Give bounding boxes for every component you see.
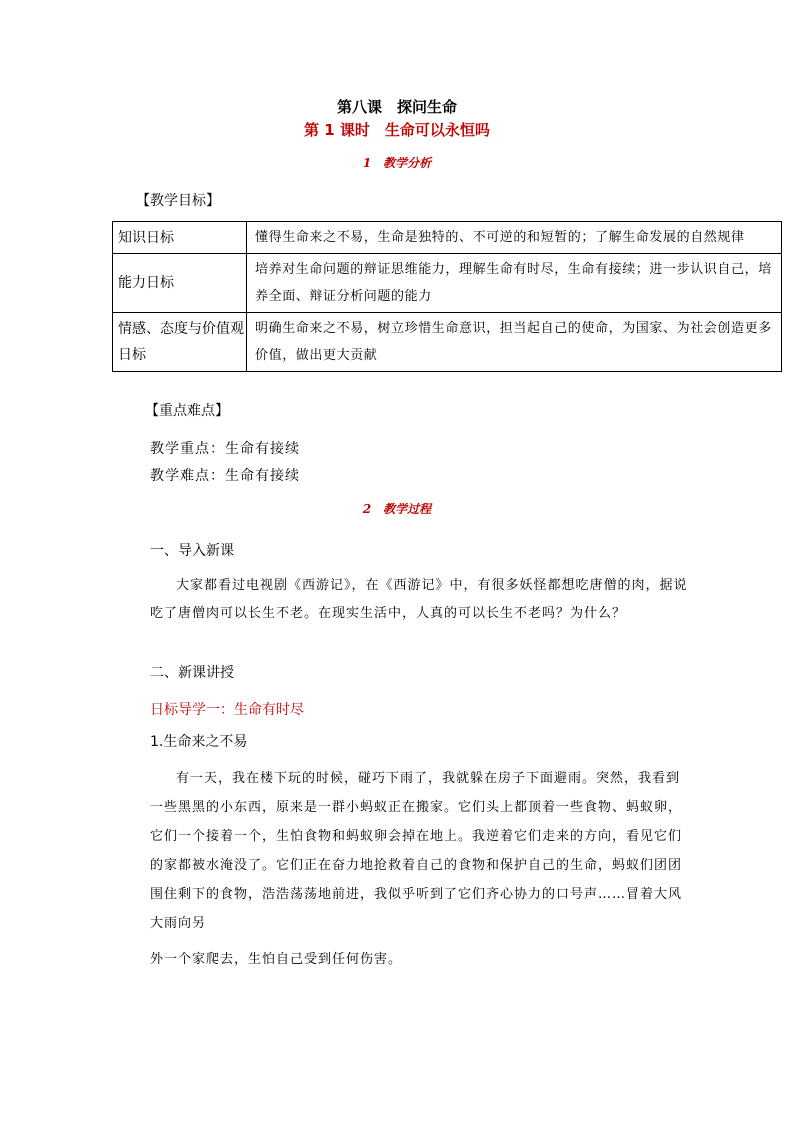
- teaching-focus: 教学重点：生命有接续: [150, 441, 300, 457]
- story-paragraph: [150, 764, 690, 974]
- table-row: [113, 222, 782, 254]
- goal-content: 明确生命来之不易，树立珍惜生命意识，担当起自己的使命，为国家、为社会创造更多价值，做出更大贡献: [247, 313, 782, 372]
- section-title-analysis: 1 教学分析: [362, 156, 432, 170]
- teaching-goals-heading: 【教学目标】: [136, 193, 220, 209]
- goal-content: 懂得生命来之不易，生命是独特的、不可逆的和短暂的；了解生命发展的自然规律: [247, 222, 782, 254]
- goal-label: 能力日标: [113, 254, 247, 313]
- intro-heading: 一、导入新课: [150, 543, 234, 559]
- intro-paragraph: 大家都看过电视剧《西游记》，在《西游记》中，有很多妖怪都想吃唐僧的肉，据说吃了唐僧肉可以长生不老。在现实生活中，人真的可以长生不老吗？为什么？: [150, 578, 688, 621]
- story-text: 有一天，我在楼下玩的时候，碰巧下雨了，我就躲在房子下面避雨。突然，我看到一些黑黑的小东西，原来是一群小蚂蚁正在搬家。它们头上都顶着一些食物、蚂蚁卵，它们一个接着一个，生怕食物和蚂蚁卵会掉在地上。我逆着它们走来的方向，看见它们的家都被水淹没了。它们正在奋力地抢救着自己的食物和保护自己的生命，蚂蚁们团团围住剩下的食物，浩浩荡荡地前进，我似乎听到了它们齐心协力的口号声……冒着大风大雨向另: [150, 771, 683, 931]
- teaching-goals-table: [112, 221, 782, 372]
- goal-label: 知识日标: [113, 222, 247, 254]
- lesson-title: 第八课 探问生命: [336, 98, 457, 116]
- key-points-heading: 【重点难点】: [145, 403, 229, 419]
- table-row: [113, 313, 782, 372]
- goal-guide-heading: 日标导学一：生命有时尽: [150, 702, 304, 718]
- table-row: [113, 254, 782, 313]
- story-last-line: 外一个家爬去，生怕自己受到任何伤害。: [150, 952, 403, 967]
- period-title: 第 1 课时 生命可以永恒吗: [304, 121, 490, 139]
- new-lesson-heading: 二、新课讲授: [150, 665, 234, 681]
- teaching-difficulty: 教学难点：生命有接续: [150, 468, 300, 484]
- subsection-heading: 1.生命来之不易: [150, 734, 248, 750]
- goal-content: 培养对生命问题的辩证思维能力，理解生命有时尽，生命有接续；进一步认识自己，培养全面、辩证分析问题的能力: [247, 254, 782, 313]
- section-title-process: 2 教学过程: [362, 502, 432, 516]
- goal-label: 情感、态度与价值观日标: [113, 313, 247, 372]
